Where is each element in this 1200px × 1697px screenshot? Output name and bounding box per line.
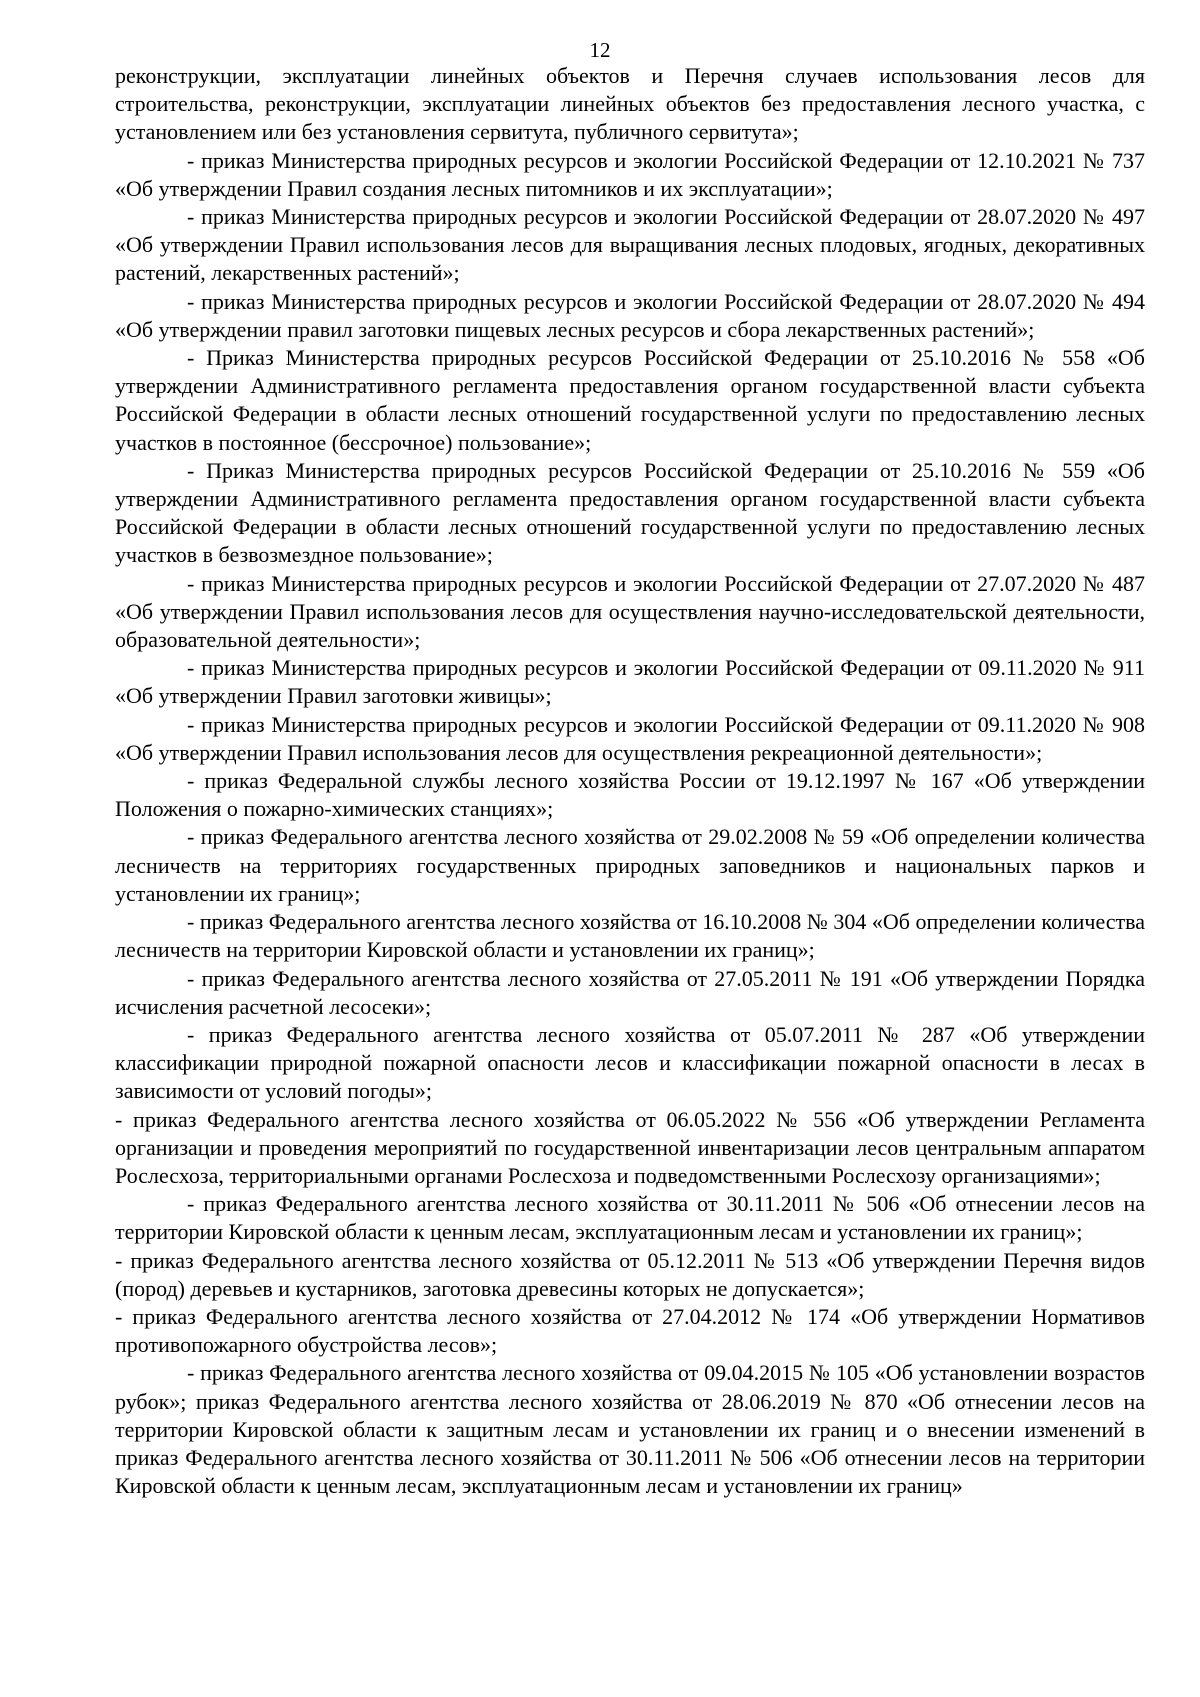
paragraph: - приказ Федерального агентства лесного хозяйства от 05.07.2011 № 287 «Об утверждении классификации природной пожарной опасности лесов и классификации пожарной опасности в лесах в зависимости от условий погоды»;: [115, 1021, 1145, 1104]
paragraph: - приказ Федерального агентства лесного хозяйства от 27.05.2011 № 191 «Об утверждении Порядка исчисления расчетной лесосеки»;: [115, 965, 1145, 1019]
paragraph: - приказ Федерального агентства лесного хозяйства от 05.12.2011 № 513 «Об утверждении Перечня видов (пород) деревьев и кустарников, заготовка древесины которых не допускается»;: [115, 1247, 1145, 1301]
paragraph: - приказ Федерального агентства лесного хозяйства от 09.04.2015 № 105 «Об установлении возрастов рубок»; приказ Федерального агентства лесного хозяйства от 28.06.2019 № 870 «Об отнесении лесов на территории Кировской области к защитным лесам и установлении их границ и о внесении изменений в приказ Федерального агентства лесного хозяйства от 30.11.2011 № 506 «Об отнесении лесов на территории Кировской области к ценным лесам, эксплуатационным лесам и установлении их границ»: [115, 1360, 1145, 1499]
paragraph: - приказ Федерального агентства лесного хозяйства от 30.11.2011 № 506 «Об отнесении лесов на территории Кировской области к ценным лесам, эксплуатационным лесам и установлении их границ»;: [115, 1191, 1145, 1245]
paragraph: - приказ Министерства природных ресурсов и экологии Российской Федерации от 28.07.2020 № 494 «Об утверждении правил заготовки пищевых лесных ресурсов и сбора лекарственных растений»;: [115, 288, 1145, 342]
paragraph: - приказ Федерального агентства лесного хозяйства от 29.02.2008 № 59 «Об определении количества лесничеств на территориях государственных природных заповедников и национальных парков и установлении их границ»;: [115, 824, 1145, 906]
paragraph: - приказ Федеральной службы лесного хозяйства России от 19.12.1997 № 167 «Об утверждении Положения о пожарно-химических станциях»;: [115, 768, 1145, 822]
paragraph: - приказ Министерства природных ресурсов и экологии Российской Федерации от 09.11.2020 № 908 «Об утверждении Правил использования лесов для осуществления рекреационной деятельности»;: [115, 711, 1145, 765]
paragraph: - приказ Министерства природных ресурсов и экологии Российской Федерации от 28.07.2020 № 497 «Об утверждении Правил использования лесов для выращивания лесных плодовых, ягодных, декоративных растений, лекарственных растений»;: [115, 204, 1145, 286]
paragraph: - Приказ Министерства природных ресурсов Российской Федерации от 25.10.2016 № 559 «Об утверждении Административного регламента предоставления органом государственной власти субъекта Российской Федерации в области лесных отношений государственной услуги по предоставлению лесных участков в безвозмездное пользование»;: [115, 457, 1145, 568]
paragraph: - приказ Министерства природных ресурсов и экологии Российской Федерации от 12.10.2021 № 737 «Об утверждении Правил создания лесных питомников и их эксплуатации»;: [115, 147, 1145, 201]
paragraph: - приказ Федерального агентства лесного хозяйства от 06.05.2022 № 556 «Об утверждении Регламента организации и проведения мероприятий по государственной инвентаризации лесов центральным аппаратом Рослесхоза, территориальными органами Рослесхоза и подведомственными Рослесхозу организациями»;: [115, 1106, 1145, 1188]
paragraph: - приказ Федерального агентства лесного хозяйства от 16.10.2008 № 304 «Об определении количества лесничеств на территории Кировской области и установлении их границ»;: [115, 909, 1145, 963]
paragraph: - приказ Министерства природных ресурсов и экологии Российской Федерации от 27.07.2020 № 487 «Об утверждении Правил использования лесов для осуществления научно-исследовательской деятельности, образовательной деятельности»;: [115, 570, 1145, 653]
paragraph: - приказ Федерального агентства лесного хозяйства от 27.04.2012 № 174 «Об утверждении Нормативов противопожарного обустройства лесов»;: [115, 1303, 1145, 1358]
page-number: 12: [589, 38, 611, 62]
document-body: [115, 62, 1145, 1500]
paragraph: - Приказ Министерства природных ресурсов Российской Федерации от 25.10.2016 № 558 «Об утверждении Административного регламента предоставления органом государственной власти субъекта Российской Федерации в области лесных отношений государственной услуги по предоставлению лесных участков в постоянное (бессрочное) пользование»;: [115, 345, 1145, 455]
paragraph: - приказ Министерства природных ресурсов и экологии Российской Федерации от 09.11.2020 № 911 «Об утверждении Правил заготовки живицы»;: [115, 655, 1145, 709]
paragraph: реконструкции, эксплуатации линейных объектов и Перечня случаев использования лесов для строительства, реконструкции, эксплуатации линейных объектов без предоставления лесного участка, с установлением или без установления сервитута, публичного сервитута»;: [115, 63, 1145, 145]
